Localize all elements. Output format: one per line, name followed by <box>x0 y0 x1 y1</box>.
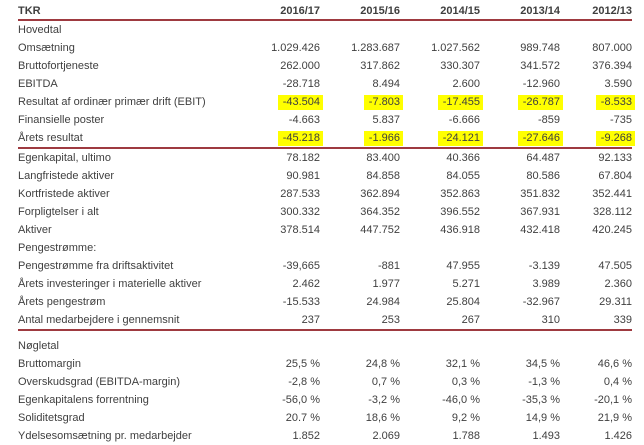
cell-value: 352.863 <box>440 188 480 200</box>
table-row <box>18 167 632 185</box>
cell-value: 24.984 <box>366 296 400 308</box>
cell-value <box>560 129 632 148</box>
table-body <box>18 20 632 445</box>
row-label: Omsætning <box>18 42 75 54</box>
cell-value: 989.748 <box>520 42 560 54</box>
table-row <box>18 185 632 203</box>
cell-value: 267 <box>400 311 480 330</box>
unit-column-header: TKR <box>18 3 240 20</box>
cell-value: 328.112 <box>593 206 632 218</box>
row-label: Årets pengestrøm <box>18 296 106 308</box>
year-column-header: 2014/15 <box>400 3 480 20</box>
cell-value <box>560 330 632 355</box>
cell-value: 378.514 <box>280 224 320 236</box>
highlighted-value: -8.533 <box>596 95 635 110</box>
cell-value <box>560 93 632 111</box>
row-label: Årets resultat <box>18 129 240 148</box>
cell-value <box>320 129 400 148</box>
cell-value: 1.426 <box>560 427 632 445</box>
cell-value: 84.055 <box>446 170 480 182</box>
row-label: EBITDA <box>18 78 58 90</box>
section-row <box>18 330 632 355</box>
cell-value: 64.487 <box>526 152 560 164</box>
table-row <box>18 39 632 57</box>
table-row <box>18 391 632 409</box>
cell-value: -39,665 <box>282 260 320 272</box>
cell-value: 5.837 <box>372 114 400 126</box>
section-label: Hovedtal <box>18 24 62 36</box>
highlighted-value: -1.966 <box>364 131 403 146</box>
highlighted-value: -17.455 <box>438 95 483 110</box>
cell-value: 84.858 <box>366 170 400 182</box>
cell-value: 2.360 <box>604 278 632 290</box>
cell-value: 3.989 <box>532 278 560 290</box>
row-label: Resultat af ordinær primær drift (EBIT) <box>18 96 206 108</box>
cell-value: 330.307 <box>440 60 480 72</box>
cell-value: -56,0 % <box>282 394 320 406</box>
cell-value: -881 <box>377 260 400 272</box>
cell-value: 1.029.426 <box>271 42 320 54</box>
row-label: Forpligtelser i alt <box>18 206 99 218</box>
financial-statements-table <box>18 3 632 445</box>
cell-value <box>320 239 400 257</box>
cell-value <box>320 93 400 111</box>
cell-value: 8.494 <box>372 78 400 90</box>
cell-value: 0,4 % <box>603 376 632 388</box>
highlighted-value: -27.646 <box>518 131 563 146</box>
table-header-row <box>18 3 632 20</box>
row-label: Antal medarbejdere i gennemsnit <box>18 311 240 330</box>
cell-value: 1.493 <box>480 427 560 445</box>
cell-value: 253 <box>320 311 400 330</box>
table-row <box>18 427 632 445</box>
table-row <box>18 57 632 75</box>
cell-value <box>240 330 320 355</box>
cell-value: 432.418 <box>520 224 560 236</box>
cell-value: 46,6 % <box>597 358 632 370</box>
table-row <box>18 275 632 293</box>
cell-value: 67.804 <box>598 170 632 182</box>
cell-value: 0,7 % <box>371 376 400 388</box>
highlighted-value: -7.803 <box>364 95 403 110</box>
cell-value: 78.182 <box>286 152 320 164</box>
row-label: Langfristede aktiver <box>18 170 114 182</box>
cell-value: 1.852 <box>240 427 320 445</box>
cell-value: 1.283.687 <box>351 42 400 54</box>
cell-value <box>240 93 320 111</box>
cell-value: 237 <box>240 311 320 330</box>
table-row <box>18 221 632 239</box>
cell-value <box>400 239 480 257</box>
cell-value <box>560 239 632 257</box>
table-row <box>18 409 632 427</box>
cell-value: 807.000 <box>592 42 632 54</box>
cell-value: 287.533 <box>280 188 320 200</box>
table-row <box>18 93 632 111</box>
cell-value: 2.600 <box>452 78 480 90</box>
cell-value <box>480 239 560 257</box>
cell-value: 341.572 <box>520 60 560 72</box>
cell-value <box>320 330 400 355</box>
cell-value <box>480 20 560 39</box>
cell-value: 447.752 <box>360 224 400 236</box>
cell-value: -3,2 % <box>368 394 400 406</box>
cell-value: 1.788 <box>400 427 480 445</box>
table-row <box>18 311 632 330</box>
cell-value: -35,3 % <box>522 394 560 406</box>
cell-value: 396.552 <box>440 206 480 218</box>
cell-value: 34,5 % <box>525 358 560 370</box>
highlighted-value: -9.268 <box>596 131 635 146</box>
table-row <box>18 257 632 275</box>
cell-value <box>480 93 560 111</box>
row-label: Ydelsesomsætning pr. medarbejder <box>18 427 240 445</box>
row-label: Soliditetsgrad <box>18 412 85 424</box>
cell-value <box>560 20 632 39</box>
year-column-header: 2012/13 <box>560 3 632 20</box>
year-column-header: 2015/16 <box>320 3 400 20</box>
cell-value: 317.862 <box>360 60 400 72</box>
cell-value: 29.311 <box>599 296 632 308</box>
cell-value: 32,1 % <box>445 358 480 370</box>
highlighted-value: -26.787 <box>518 95 563 110</box>
cell-value: 47.505 <box>598 260 632 272</box>
cell-value: 420.245 <box>592 224 632 236</box>
cell-value: 25,5 % <box>285 358 320 370</box>
row-label: Finansielle poster <box>18 114 105 126</box>
cell-value: -46,0 % <box>442 394 480 406</box>
cell-value: 362.894 <box>360 188 400 200</box>
cell-value: -859 <box>537 114 560 126</box>
cell-value <box>400 129 480 148</box>
cell-value: 262.000 <box>280 60 320 72</box>
year-column-header: 2013/14 <box>480 3 560 20</box>
cell-value: -735 <box>609 114 632 126</box>
cell-value: -12.960 <box>522 78 560 90</box>
highlighted-value: -24.121 <box>438 131 483 146</box>
cell-value: -6.666 <box>448 114 480 126</box>
row-label: Aktiver <box>18 224 52 236</box>
cell-value: 1.027.562 <box>431 42 480 54</box>
cell-value: 3.590 <box>604 78 632 90</box>
section-row <box>18 20 632 39</box>
row-label: Overskudsgrad (EBITDA-margin) <box>18 376 180 388</box>
cell-value: -28.718 <box>282 78 320 90</box>
cell-value: 18,6 % <box>365 412 400 424</box>
cell-value: 310 <box>480 311 560 330</box>
section-label: Nøgletal <box>18 340 59 352</box>
cell-value: 2.462 <box>292 278 320 290</box>
cell-value: 40.366 <box>446 152 480 164</box>
cell-value: 5.271 <box>452 278 480 290</box>
cell-value <box>240 239 320 257</box>
cell-value: 80.586 <box>526 170 560 182</box>
cell-value: 25.804 <box>446 296 480 308</box>
section-label: Pengestrømme: <box>18 242 97 254</box>
cell-value: -20,1 % <box>594 394 632 406</box>
cell-value: -1,3 % <box>528 376 560 388</box>
cell-value: 14,9 % <box>525 412 560 424</box>
row-label: Årets investeringer i materielle aktiver <box>18 278 202 290</box>
table-row <box>18 355 632 373</box>
table-row <box>18 373 632 391</box>
table-row <box>18 111 632 129</box>
row-label: Egenkapitalens forrentning <box>18 394 149 406</box>
cell-value: 92.133 <box>598 152 632 164</box>
cell-value: 83.400 <box>366 152 400 164</box>
cell-value: -3.139 <box>528 260 560 272</box>
cell-value: 339 <box>560 311 632 330</box>
cell-value: 24,8 % <box>365 358 400 370</box>
cell-value <box>400 20 480 39</box>
cell-value: 436.918 <box>440 224 480 236</box>
table-row <box>18 129 632 148</box>
cell-value: 376.394 <box>592 60 632 72</box>
cell-value <box>240 20 320 39</box>
row-label: Kortfristede aktiver <box>18 188 110 200</box>
section-row <box>18 239 632 257</box>
cell-value: 364.352 <box>360 206 400 218</box>
cell-value: -32.967 <box>522 296 560 308</box>
cell-value: 2.069 <box>320 427 400 445</box>
cell-value: -15.533 <box>282 296 320 308</box>
cell-value: -4.663 <box>288 114 320 126</box>
row-label: Bruttomargin <box>18 358 81 370</box>
row-label: Egenkapital, ultimo <box>18 152 111 164</box>
cell-value <box>480 330 560 355</box>
highlighted-value: -45.218 <box>278 131 323 146</box>
table-row <box>18 75 632 93</box>
cell-value: -2,8 % <box>288 376 320 388</box>
cell-value: 21,9 % <box>597 412 632 424</box>
cell-value <box>320 20 400 39</box>
cell-value <box>480 129 560 148</box>
row-label: Bruttofortjeneste <box>18 60 99 72</box>
cell-value <box>400 330 480 355</box>
cell-value: 367.931 <box>520 206 560 218</box>
cell-value: 9,2 % <box>451 412 480 424</box>
highlighted-value: -43.504 <box>278 95 323 110</box>
table-row <box>18 148 632 167</box>
cell-value <box>240 129 320 148</box>
table-row <box>18 293 632 311</box>
cell-value <box>400 93 480 111</box>
cell-value: 1.977 <box>372 278 400 290</box>
cell-value: 47.955 <box>446 260 480 272</box>
cell-value: 352.441 <box>592 188 632 200</box>
year-column-header: 2016/17 <box>240 3 320 20</box>
table-row <box>18 203 632 221</box>
cell-value: 20.7 % <box>285 412 320 424</box>
cell-value: 0,3 % <box>451 376 480 388</box>
cell-value: 90.981 <box>286 170 320 182</box>
row-label: Pengestrømme fra driftsaktivitet <box>18 260 174 272</box>
cell-value: 351.832 <box>520 188 560 200</box>
cell-value: 300.332 <box>280 206 320 218</box>
table-head <box>18 3 632 20</box>
